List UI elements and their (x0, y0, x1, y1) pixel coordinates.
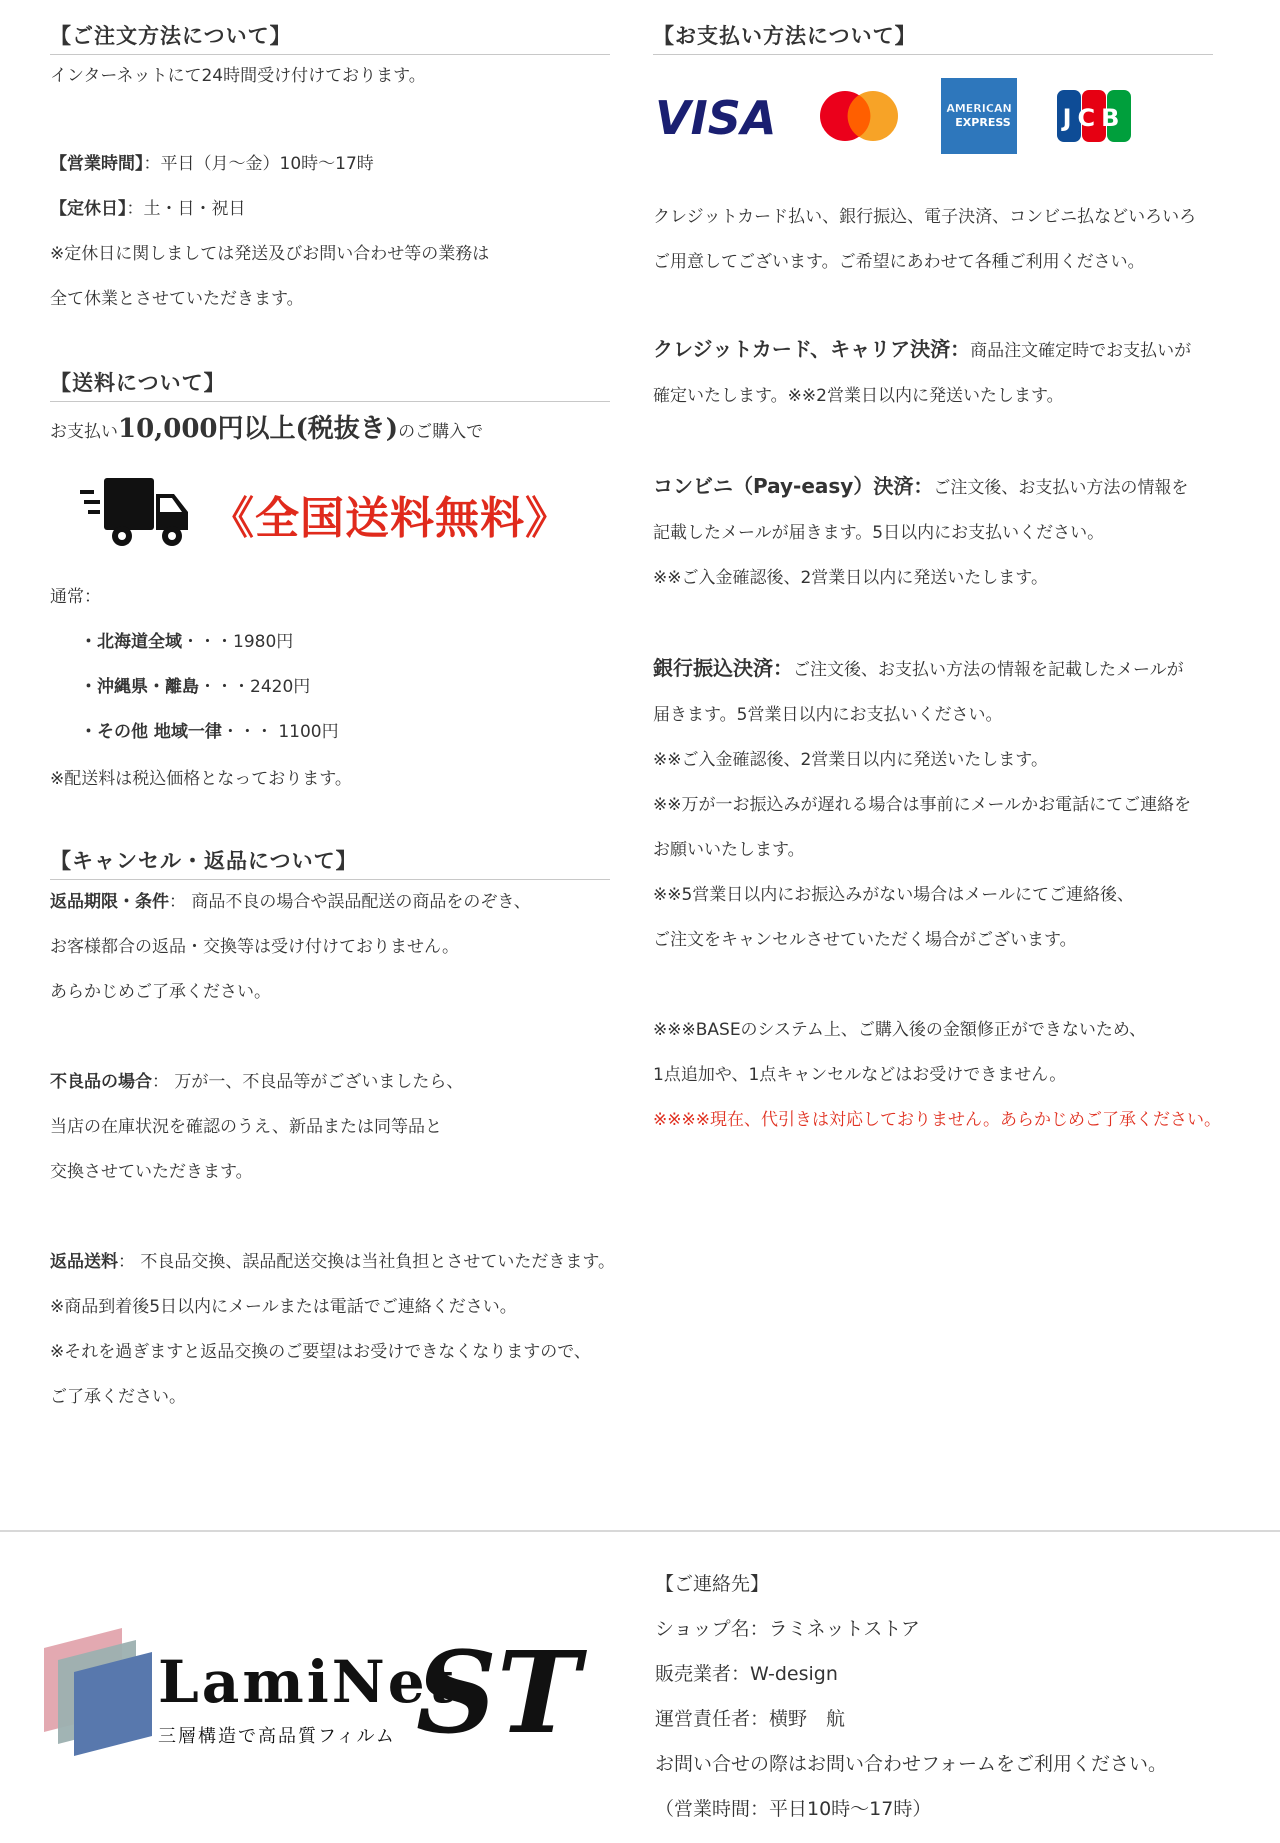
return-shipping-line-3: ※それを過ぎますと返品交換のご要望はお受けできなくなりますので、 (50, 1342, 591, 1362)
right-column (653, 20, 1273, 1143)
convenience-line-3: ※※ご入金確認後、2営業日以内に発送いたします。 (653, 568, 1048, 588)
return-condition-text: ： 商品不良の場合や誤品配送の商品をのぞき、 (169, 892, 531, 912)
business-hours (50, 142, 610, 187)
logo-suffix: ST (416, 1628, 581, 1759)
rate-price: ・・・2420円 (199, 677, 311, 697)
bank-line-1 (653, 646, 1273, 693)
bank-line-5: お願いいたします。 (653, 840, 805, 860)
closed-days (50, 187, 610, 232)
credit-label: クレジットカード、キャリア決済： (653, 337, 971, 361)
contact-seller: 販売業者：W-design (655, 1663, 838, 1685)
closed-days-value: ：土・日・祝日 (126, 199, 246, 219)
credit-text: 商品注文確定時でお支払いが (970, 341, 1192, 361)
closed-note-1: ※定休日に関しましては発送及びお問い合わせ等の業務は (50, 244, 490, 264)
payment-intro-1: クレジットカード払い、銀行振込、電子決済、コンビニ払などいろいろ (653, 207, 1197, 227)
defect-line-2: 当店の在庫状況を確認のうえ、新品または同等品と (50, 1117, 443, 1137)
tax-note: ※配送料は税込価格となっております。 (50, 769, 352, 789)
bank-line-7: ご注文をキャンセルさせていただく場合がございます。 (653, 930, 1077, 950)
return-shipping-label: 返品送料 (50, 1252, 118, 1272)
rate-hokkaido (50, 620, 610, 665)
card-brands (653, 63, 1273, 173)
contact-hours: （営業時間：平日10時〜17時） (655, 1798, 932, 1820)
convenience-line-2: 記載したメールが届きます。5日以内にお支払いください。 (653, 523, 1105, 543)
amex-text-bottom: EXPRESS (955, 116, 1011, 129)
business-hours-value: ：平日（月〜金）10時〜17時 (143, 154, 374, 174)
defect-text: ： 万が一、不良品等がございましたら、 (152, 1072, 464, 1092)
base-note-2: 1点追加や、1点キャンセルなどはお受けできません。 (653, 1065, 1067, 1085)
bank-line-3: ※※ご入金確認後、2営業日以内に発送いたします。 (653, 750, 1048, 770)
contact-shop: ショップ名：ラミネットストア (655, 1618, 920, 1640)
return-shipping-line-2: ※商品到着後5日以内にメールまたは電話でご連絡ください。 (50, 1297, 517, 1317)
payment-intro-2: ご用意してございます。ご希望にあわせて各種ご利用ください。 (653, 252, 1145, 272)
cancel-heading: 【キャンセル・返品について】 (50, 845, 610, 880)
free-shipping-condition (50, 402, 610, 459)
return-condition-line-2: お客様都合の返品・交換等は受け付けておりません。 (50, 937, 460, 957)
amex-logo-icon (941, 78, 1017, 158)
delivery-truck-icon (80, 476, 190, 552)
return-shipping-line-1 (50, 1240, 616, 1285)
contact-heading: 【ご連絡先】 (655, 1573, 770, 1595)
normal-rates-label: 通常： (50, 587, 101, 607)
condition-suffix: のご購入で (398, 422, 484, 442)
order-section (50, 20, 610, 322)
rate-region: ・沖縄県・離島 (80, 677, 199, 697)
free-shipping-banner (80, 459, 610, 569)
defect-label: 不良品の場合 (50, 1072, 152, 1092)
bank-line-4: ※※万が一お振込みが遅れる場合は事前にメールかお電話にてご連絡を (653, 795, 1192, 815)
contact-section (655, 1562, 1255, 1832)
footer-divider (0, 1530, 1280, 1532)
closed-days-label: 【定休日】 (50, 199, 127, 219)
contact-inquiry: お問い合せの際はお問い合わせフォームをご利用ください。 (655, 1753, 1168, 1775)
return-condition-label: 返品期限・条件 (50, 892, 169, 912)
base-note-1: ※※※BASEのシステム上、ご購入後の金額修正ができないため、 (653, 1020, 1147, 1040)
rate-region: ・北海道全域 (80, 632, 182, 652)
bank-label: 銀行振込決済： (653, 656, 793, 680)
amex-text-top: AMERICAN (946, 102, 1012, 115)
closed-note-2: 全て休業とさせていただきます。 (50, 289, 304, 309)
rate-price: ・・・1980円 (182, 632, 294, 652)
convenience-line-1 (653, 464, 1273, 511)
logo-name: LamiNet (158, 1648, 458, 1716)
visa-logo-icon (653, 91, 777, 145)
bank-line-6: ※※5営業日以内にお振込みがない場合はメールにてご連絡後、 (653, 885, 1134, 905)
return-condition-line-1 (50, 880, 610, 925)
jcb-logo-icon (1057, 88, 1131, 148)
free-shipping-text: 《全国送料無料》 (210, 493, 570, 544)
rate-region: ・その他 地域一律 (80, 722, 222, 742)
condition-amount: 10,000円以上(税抜き) (118, 414, 399, 444)
defect-line-3: 交換させていただきます。 (50, 1162, 253, 1182)
return-condition-line-3: あらかじめご了承ください。 (50, 982, 271, 1002)
cod-note: ※※※※現在、代引きは対応しておりません。あらかじめご了承ください。 (653, 1110, 1221, 1130)
business-hours-label: 【営業時間】 (50, 154, 144, 174)
payment-heading: 【お支払い方法について】 (653, 20, 1213, 55)
rate-price: ・・・ 1100円 (221, 722, 339, 742)
laminet-st-logo (40, 1620, 600, 1770)
mastercard-logo-icon (817, 88, 901, 148)
convenience-text: ご注文後、お支払い方法の情報を (933, 478, 1189, 498)
convenience-label: コンビニ（Pay-easy）決済： (653, 474, 934, 498)
rate-okinawa (50, 665, 610, 710)
condition-prefix: お支払い (50, 422, 118, 442)
credit-line-2: 確定いたします。※※2営業日以内に発送いたします。 (653, 386, 1064, 406)
jcb-text: JCB (1062, 104, 1126, 132)
shipping-heading: 【送料について】 (50, 367, 610, 402)
contact-manager: 運営責任者：横野 航 (655, 1708, 846, 1730)
visa-text: VISA (655, 91, 777, 141)
payment-section (653, 20, 1273, 1143)
logo-tagline: 三層構造で高品質フィルム (158, 1726, 396, 1747)
return-shipping-text: ： 不良品交換、誤品配送交換は当社負担とさせていただきます。 (118, 1252, 616, 1272)
order-intro: インターネットにて24時間受け付けております。 (50, 66, 426, 86)
shipping-section (50, 367, 610, 803)
cancel-section (50, 845, 616, 1420)
return-shipping-line-4: ご了承ください。 (50, 1387, 186, 1407)
bank-line-2: 届きます。5営業日以内にお支払いください。 (653, 705, 1003, 725)
order-heading: 【ご注文方法について】 (50, 20, 610, 55)
defect-line-1 (50, 1060, 610, 1105)
rate-other (50, 710, 610, 755)
left-column (50, 20, 616, 1420)
bank-text: ご注文後、お支払い方法の情報を記載したメールが (793, 660, 1184, 680)
credit-line-1 (653, 327, 1273, 374)
